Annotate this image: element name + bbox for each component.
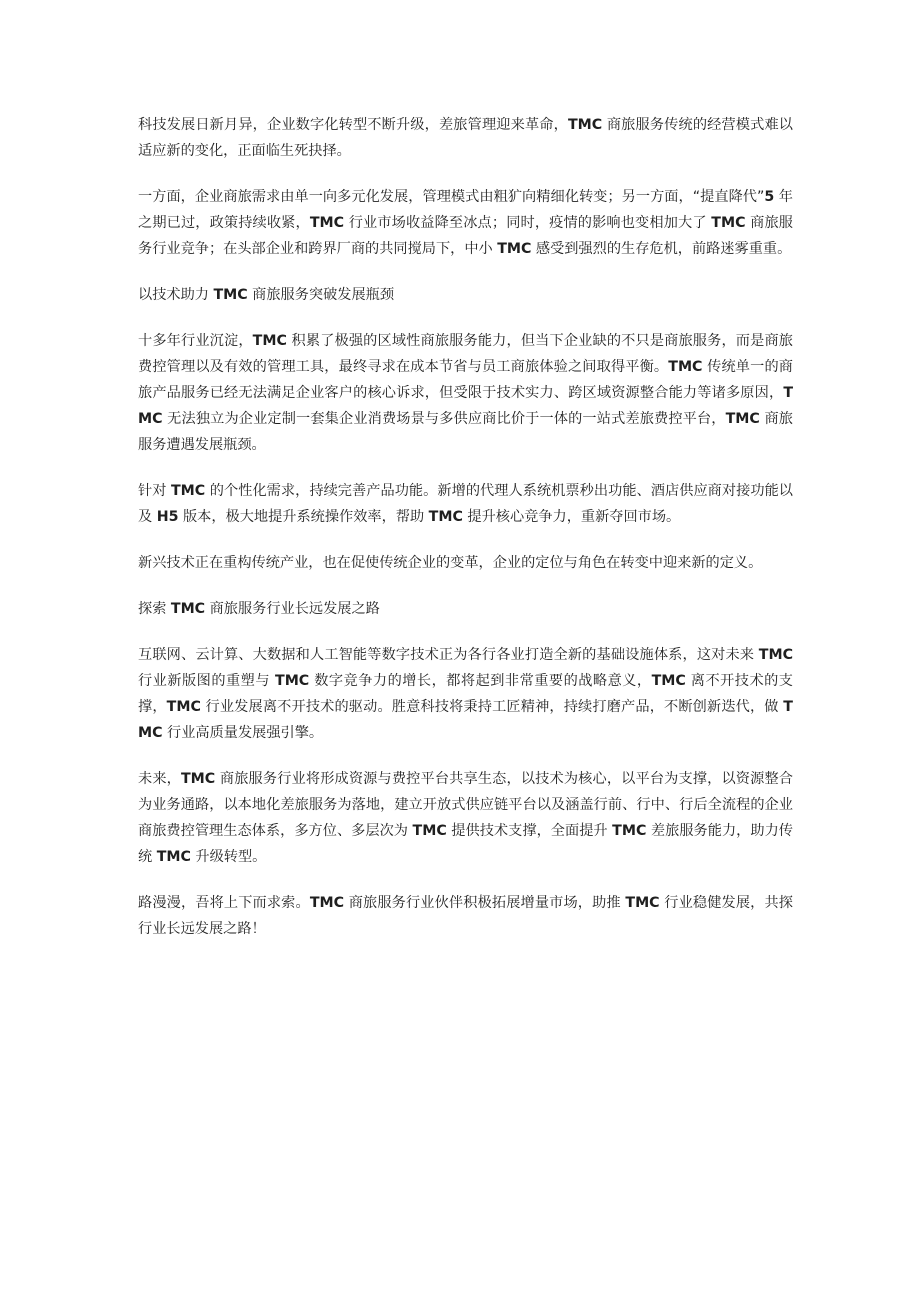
paragraph-new-tech: 新兴技术正在重构传统产业，也在促使传统企业的变革，企业的定位与角色在转变中迎来新的定义。 xyxy=(138,555,763,571)
section-heading-explore: 探索 TMC 商旅服务行业长远发展之路 xyxy=(138,601,380,617)
paragraph-challenges: 一方面，企业商旅需求由单一向多元化发展，管理模式由粗犷向精细化转变；另一方面，“提直降代”5 年之期已过，政策持续收紧，TMC 行业市场收益降至冰点；同时，疫情的影响也变相加大了 TMC 商旅服务行业竞争；在头部企业和跨界厂商的共同搅局下，中小 TMC 感受到强烈的生存危机，前路迷雾重重。 xyxy=(138,189,793,257)
paragraph-closing: 路漫漫，吾将上下而求索。TMC 商旅服务行业伙伴积极拓展增量市场，助推 TMC 行业稳健发展，共探行业长远发展之路！ xyxy=(138,895,793,937)
paragraph-bottleneck: 十多年行业沉淀，TMC 积累了极强的区域性商旅服务能力，但当下企业缺的不只是商旅服务，而是商旅费控管理以及有效的管理工具，最终寻求在成本节省与员工商旅体验之间取得平衡。TMC 传统单一的商旅产品服务已经无法满足企业客户的核心诉求，但受限于技术实力、跨区域资源整合能力等诸多原因，TMC 无法独立为企业定制一套集企业消费场景与多供应商比价于一体的一站式差旅费控平台，TMC 商旅服务遭遇发展瓶颈。 xyxy=(138,333,793,453)
document-body xyxy=(138,112,793,962)
section-heading-bottleneck: 以技术助力 TMC 商旅服务突破发展瓶颈 xyxy=(138,287,395,303)
paragraph-features: 针对 TMC 的个性化需求，持续完善产品功能。新增的代理人系统机票秒出功能、酒店供应商对接功能以及 H5 版本，极大地提升系统操作效率，帮助 TMC 提升核心竞争力，重新夺回市场。 xyxy=(138,483,793,525)
paragraph-digital-tech: 互联网、云计算、大数据和人工智能等数字技术正为各行各业打造全新的基础设施体系，这对未来 TMC 行业新版图的重塑与 TMC 数字竞争力的增长，都将起到非常重要的战略意义，TMC 离不开技术的支撑，TMC 行业发展离不开技术的驱动。胜意科技将秉持工匠精神，持续打磨产品，不断创新迭代，做 TMC 行业高质量发展强引擎。 xyxy=(138,647,793,741)
paragraph-future: 未来，TMC 商旅服务行业将形成资源与费控平台共享生态，以技术为核心，以平台为支撑，以资源整合为业务通路，以本地化差旅服务为落地，建立开放式供应链平台以及涵盖行前、行中、行后全流程的企业商旅费控管理生态体系，多方位、多层次为 TMC 提供技术支撑，全面提升 TMC 差旅服务能力，助力传统 TMC 升级转型。 xyxy=(138,771,793,865)
paragraph-intro: 科技发展日新月异，企业数字化转型不断升级，差旅管理迎来革命，TMC 商旅服务传统的经营模式难以适应新的变化，正面临生死抉择。 xyxy=(138,117,793,159)
